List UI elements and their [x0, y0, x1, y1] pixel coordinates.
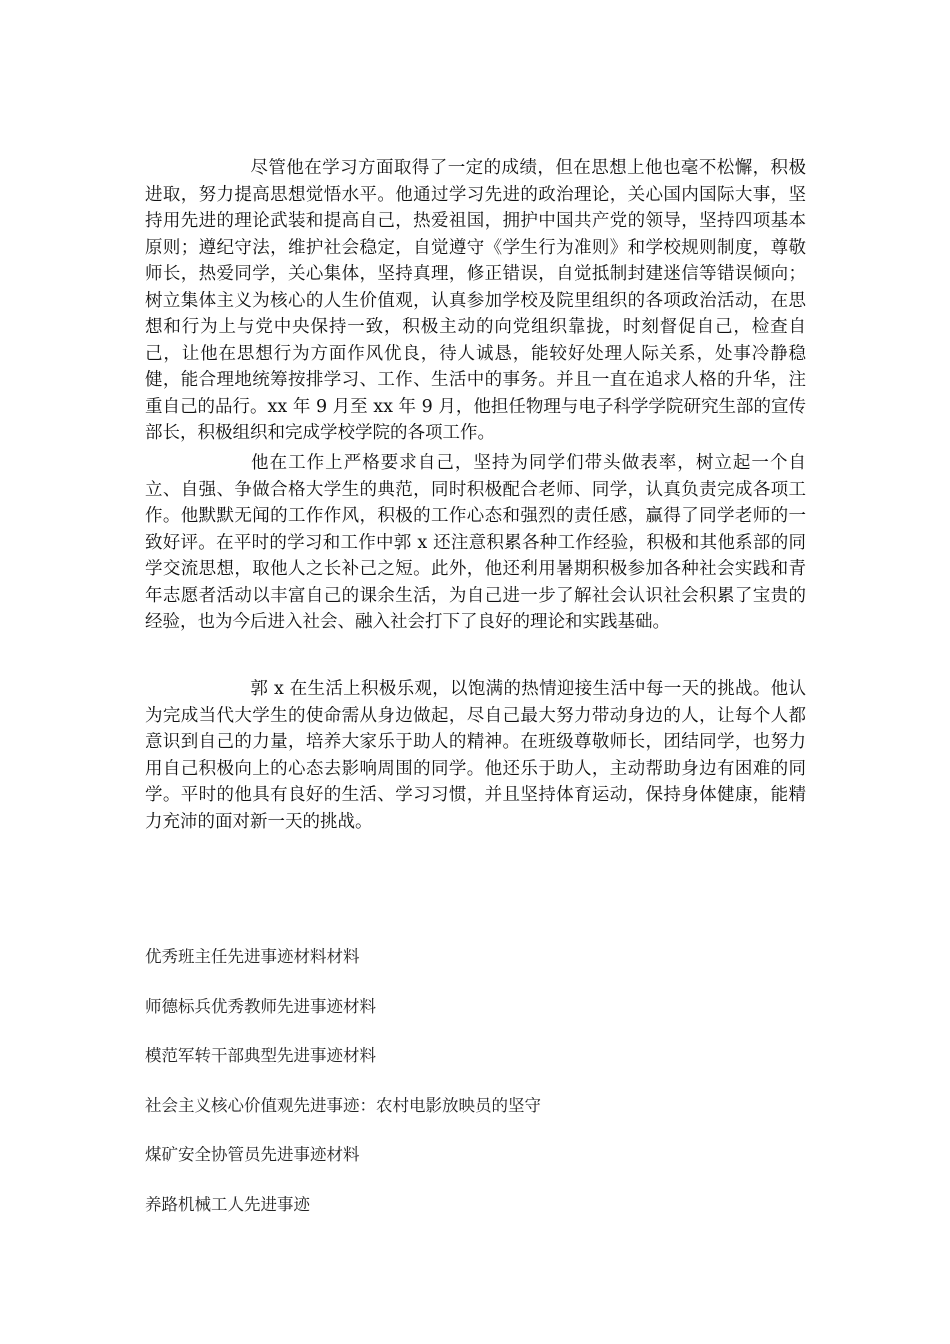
related-article-link[interactable]: 养路机械工人先进事迹 [145, 1194, 310, 1214]
related-article-link[interactable]: 优秀班主任先进事迹材料材料 [145, 947, 360, 966]
related-article-link[interactable]: 煤矿安全协管员先进事迹材料 [145, 1145, 360, 1165]
body-paragraph [145, 676, 806, 835]
paragraph-text: 他在工作上严格要求自己，坚持为同学们带头做表率，树立起一个自立、自强、争做合格大学生的典范，同时积极配合老师、同学，认真负责完成各项工作。他默默无闻的工作作风，积极的工作心态和强烈的责任感，赢得了同学老师的一致好评。在平时的学习和工作中郭 x 还注意积累各种工作经验，积极和其他系部的同学交流思想，取他人之长补己之短。此外，他还利用暑期积极参加各种社会实践和青年志愿者活动以丰富自己的课余生活，为自己进一步了解社会认识社会积累了宝贵的经验，也为今后进入社会、融入社会打下了良好的理论和实践基础。 [145, 453, 806, 632]
paragraph-text: 郭 x 在生活上积极乐观，以饱满的热情迎接生活中每一天的挑战。他认为完成当代大学生的使命需从身边做起，尽自己最大努力带动身边的人，让每个人都意识到自己的力量，培养大家乐于助人的精神。在班级尊敬师长，团结同学，也努力用自己积极向上的心态去影响周围的同学。他还乐于助人，主动帮助身边有困难的同学。平时的他具有良好的生活、学习习惯，并且坚持体育运动，保持身体健康，能精力充沛的面对新一天的挑战。 [145, 679, 806, 832]
body-paragraph [145, 450, 806, 636]
body-paragraph [145, 155, 806, 447]
paragraph-text: 尽管他在学习方面取得了一定的成绩，但在思想上他也毫不松懈，积极进取，努力提高思想觉悟水平。他通过学习先进的政治理论，关心国内国际大事，坚持用先进的理论武装和提高自己，热爱祖国，拥护中国共产党的领导，坚持四项基本原则；遵纪守法，维护社会稳定，自觉遵守《学生行为准则》和学校规则制度，尊敬师长，热爱同学，关心集体，坚持真理，修正错误，自觉抵制封建迷信等错误倾向；树立集体主义为核心的人生价值观，认真参加学校及院里组织的各项政治活动，在思想和行为上与党中央保持一致，积极主动的向党组织靠拢，时刻督促自己，检查自己，让他在思想行为方面作风优良，待人诚恳，能较好处理人际关系，处事冷静稳健，能合理地统筹按排学习、工作、生活中的事务。并且一直在追求人格的升华，注重自己的品行。xx 年 9 月至 xx 年 9 月，他担任物理与电子科学学院研究生部的宣传部长，积极组织和完成学校学院的各项工作。 [145, 158, 806, 443]
related-article-link[interactable]: 师德标兵优秀教师先进事迹材料 [145, 996, 376, 1016]
related-article-link[interactable]: 社会主义核心价值观先进事迹：农村电影放映员的坚守 [145, 1095, 541, 1115]
related-article-link[interactable]: 模范军转干部典型先进事迹材料 [145, 1046, 376, 1066]
related-articles-list [145, 944, 541, 1242]
